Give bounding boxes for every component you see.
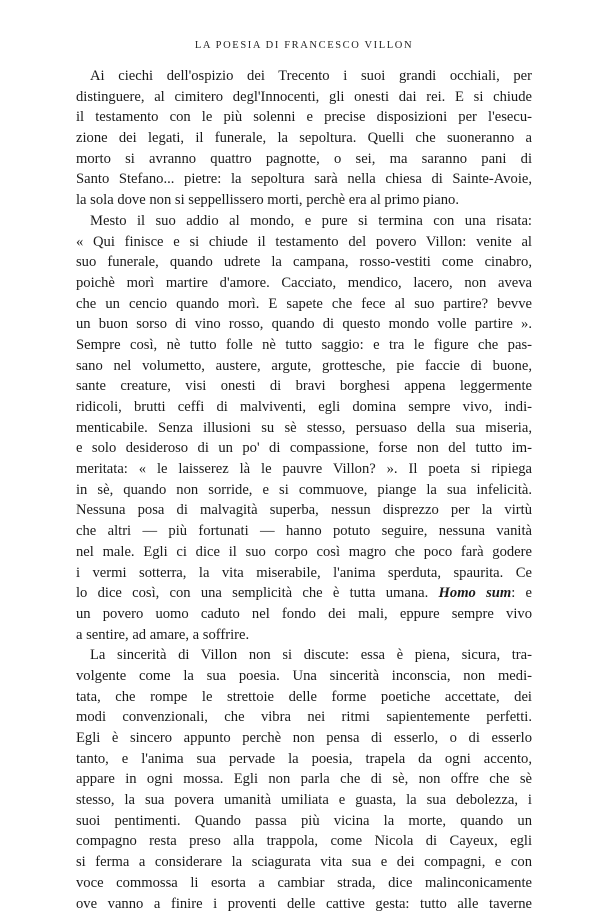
text-line: Ai ciechi dell'ospizio dei Trecento i suoi grandi occhiali, per [76,66,532,87]
text-line: la sola dove non si seppellissero morti, perchè era al primo piano. [76,190,532,211]
text-line: un buon sorso di vino rosso, quando di questo mondo volle partire ». [76,314,532,335]
text-line: che altri — più fortunati — hanno potuto seguire, nessuna vanità [76,521,532,542]
body-text [76,66,532,914]
text-line: in sè, quando non sorride, e si commuove, piange la sua infelicità. [76,480,532,501]
text-line: Sempre così, nè tutto folle nè tutto saggio: e tra le figure che pas- [76,335,532,356]
text-line: « Qui finisce e si chiude il testamento del povero Villon: venite al [76,232,532,253]
text-line: modi convenzionali, che vibra nei ritmi sapientemente perfetti. [76,707,532,728]
text-line: ridicoli, brutti ceffi di malviventi, egli domina sempre vivo, indi- [76,397,532,418]
running-header: LA POESIA DI FRANCESCO VILLON [0,40,608,51]
text-line: poichè morì martire d'amore. Cacciato, mendico, lacero, non aveva [76,273,532,294]
text-line: Nessuna posa di malvagità superba, nessun disprezzo per la virtù [76,500,532,521]
text-line: meritata: « le laisserez là le pauvre Villon? ». Il poeta si ripiega [76,459,532,480]
text-line: Santo Stefano... pietre: la sepoltura sarà nella chiesa di Sainte-Avoie, [76,169,532,190]
text-line: appare in ogni mossa. Egli non parla che di sè, non offre che sè [76,769,532,790]
text-line: Egli è sincero appunto perchè non pensa di esserlo, o di esserlo [76,728,532,749]
latin-phrase: Homo sum [439,585,512,601]
text-line: compagno resta preso alla trappola, come Nicola di Cayeux, egli [76,831,532,852]
text-line: e solo desideroso di un po' di compassione, forse non del tutto im- [76,438,532,459]
text-line: lo dice così, con una semplicità che è tutta umana. Homo sum: e [76,583,532,604]
text-line: Mesto il suo addio al mondo, e pure si termina con una risata: [76,211,532,232]
text-line: morto si avranno quattro pagnotte, o sei, ma saranno pani di [76,149,532,170]
text-line: distinguere, al cimitero degl'Innocenti, gli onesti dai rei. E si chiude [76,87,532,108]
text-line: stesso, la sua povera umanità umiliata e guasta, la sua debolezza, i [76,790,532,811]
text-line: tanto, e l'anima sua pervade la poesia, trapela da ogni accento, [76,749,532,770]
text-line: il testamento con le più solenni e precise disposizioni per l'esecu- [76,107,532,128]
text-line: si ferma a considerare la sciagurata vita sua e dei compagni, e con [76,852,532,873]
text-line: sano nel volumetto, austere, argute, grottesche, pie faccie di buone, [76,356,532,377]
text-line: un povero uomo caduto nel fondo dei mali, eppure sempre vivo [76,604,532,625]
text-line: menticabile. Senza illusioni su sè stesso, persuaso della sua miseria, [76,418,532,439]
text-line: suoi pentimenti. Quando passa più vicina la morte, quando un [76,811,532,832]
text-line: sante creature, visi onesti di bravi borghesi appena leggermente [76,376,532,397]
text-line: volgente come la sua poesia. Una sincerità inconscia, non medi- [76,666,532,687]
text-line: La sincerità di Villon non si discute: essa è piena, sicura, tra- [76,645,532,666]
text-line: i vermi sotterra, la vita miserabile, l'anima sperduta, spaurita. Ce [76,563,532,584]
text-line: ove vanno a finire i proventi delle cattive gesta: tutto alle taverne [76,894,532,914]
text-line: suo funerale, quando udrete la campana, rosso-vestiti come cinabro, [76,252,532,273]
text-line: tata, che rompe le strettoie delle forme poetiche accettate, dei [76,687,532,708]
text-line: a sentire, ad amare, a soffrire. [76,625,532,646]
text-line: che un cencio quando morì. E sapete che fece al suo partire? bevve [76,294,532,315]
text-line: zione dei legati, il funerale, la sepoltura. Quelli che suoneranno a [76,128,532,149]
text-line: nel male. Egli ci dice il suo corpo così magro che poco farà godere [76,542,532,563]
text-line: voce commossa li esorta a cambiar strada, dice malinconicamente [76,873,532,894]
